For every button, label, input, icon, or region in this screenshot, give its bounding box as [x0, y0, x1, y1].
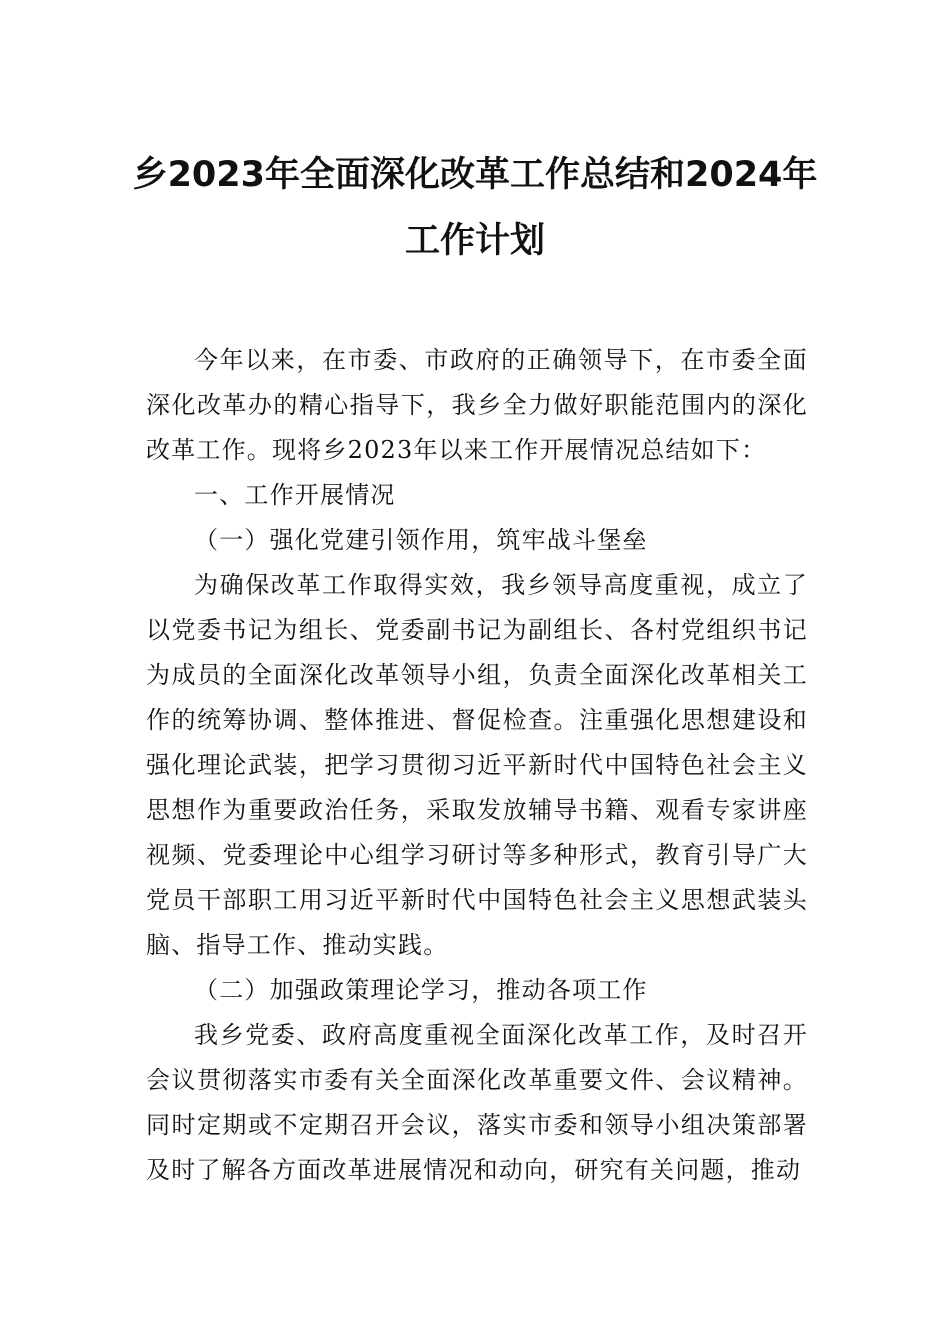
intro-paragraph: 今年以来，在市委、市政府的正确领导下，在市委全面深化改革办的精心指导下，我乡全力做好职能范围内的深化改革工作。现将乡2023年以来工作开展情况总结如下：: [146, 346, 808, 464]
subsection-heading-2: （二）加强政策理论学习，推动各项工作: [194, 976, 648, 1004]
document-title-line-1: 乡2023年全面深化改革工作总结和2024年: [132, 155, 818, 195]
subsection-1-paragraph: 为确保改革工作取得实效，我乡领导高度重视，成立了以党委书记为组长、党委副书记为副组长、各村党组织书记为成员的全面深化改革领导小组，负责全面深化改革相关工作的统筹协调、整体推进、督促检查。注重强化思想建设和强化理论武装，把学习贯彻习近平新时代中国特色社会主义思想作为重要政治任务，采取发放辅导书籍、观看专家讲座视频、党委理论中心组学习研讨等多种形式，教育引导广大党员干部职工用习近平新时代中国特色社会主义思想武装头脑、指导工作、推动实践。: [146, 571, 808, 959]
subsection-heading-1: （一）强化党建引领作用，筑牢战斗堡垒: [194, 526, 648, 554]
document-title-line-2: 工作计划: [404, 221, 545, 261]
subsection-2-paragraph: 我乡党委、政府高度重视全面深化改革工作，及时召开会议贯彻落实市委有关全面深化改革重要文件、会议精神。同时定期或不定期召开会议，落实市委和领导小组决策部署及时了解各方面改革进展情况和动向，研究有关问题，推动: [146, 1021, 808, 1184]
document-body: [146, 338, 808, 1193]
section-heading-work-progress: 一、工作开展情况: [194, 481, 396, 509]
